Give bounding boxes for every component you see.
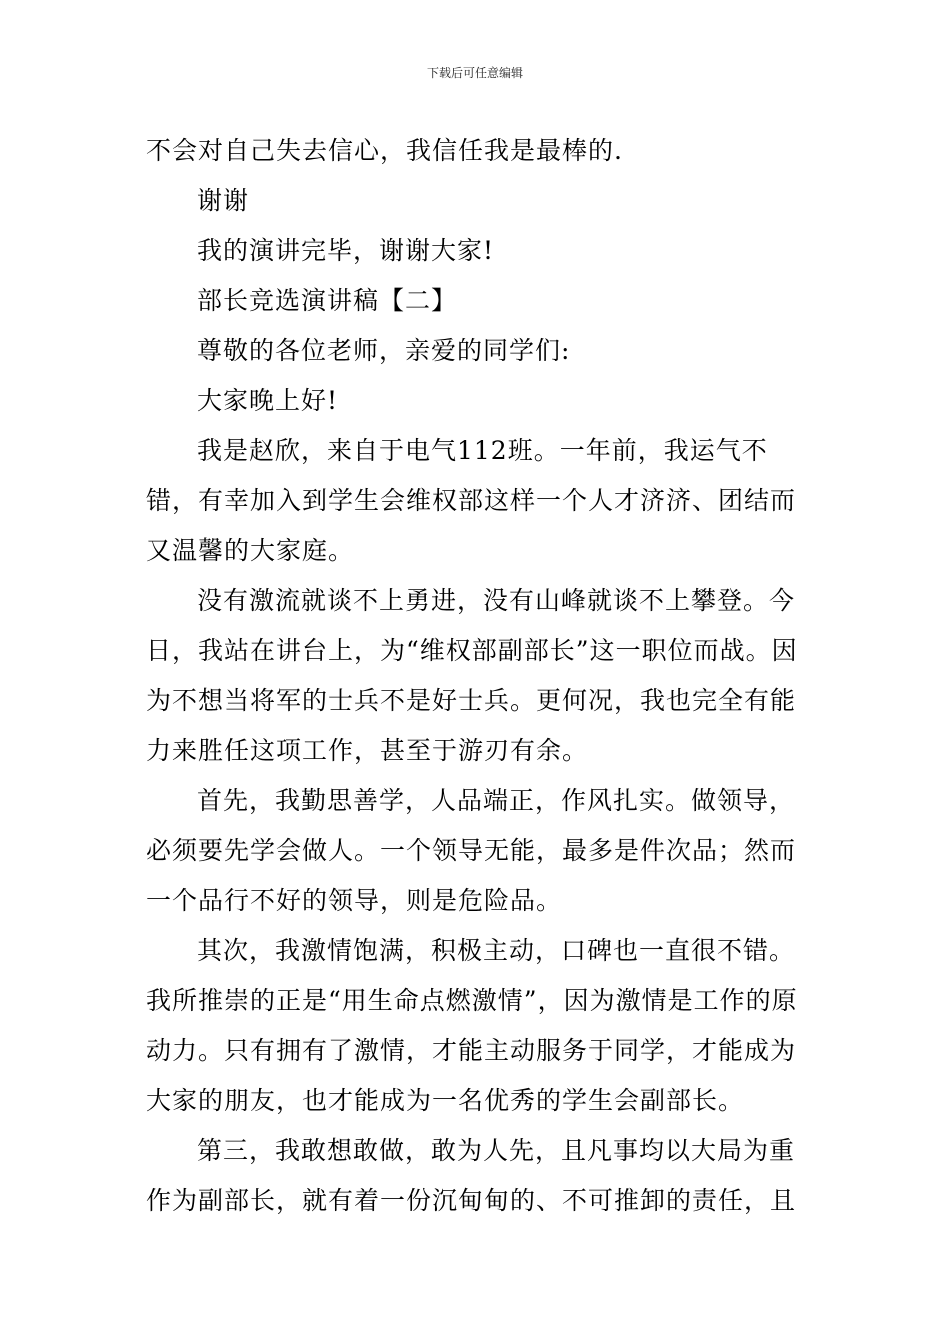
salutation: 尊敬的各位老师，亲爱的同学们: — [197, 336, 571, 365]
section-title: 部长竞选演讲稿【二】 — [197, 286, 458, 315]
paragraph-thanks: 谢谢 — [197, 186, 250, 215]
paragraph-closing-line: 不会对自己失去信心，我信任我是最棒的. — [146, 136, 623, 165]
paragraph-motivation: 没有激流就谈不上勇进，没有山峰就谈不上攀登。今日，我站在讲台上，为“维权部副部长”这一职位而战。因为不想当将军的士兵不是好士兵。更何况，我也完全有能力来胜任这项工作，甚至于游刃有余。 — [146, 586, 798, 765]
document-body — [146, 126, 808, 1226]
paragraph-introduction: 我是赵欣，来自于电气112班。一年前，我运气不错，有幸加入到学生会维权部这样一个人才济济、团结而又温馨的大家庭。 — [146, 436, 797, 565]
greeting: 大家晚上好! — [197, 386, 339, 415]
page-header: 下载后可任意编辑 — [426, 66, 523, 80]
paragraph-speech-end: 我的演讲完毕，谢谢大家! — [197, 236, 495, 265]
paragraph-second-point: 其次，我激情饱满，积极主动，口碑也一直很不错。我所推崇的正是“用生命点燃激情”，因为激情是工作的原动力。只有拥有了激情，才能主动服务于同学，才能成为大家的朋友，也才能成为一名优秀的学生会副部长。 — [146, 936, 798, 1115]
paragraph-first-point: 首先，我勤思善学，人品端正，作风扎实。做领导，必须要先学会做人。一个领导无能，最多是件次品；然而一个品行不好的领导，则是危险品。 — [146, 786, 797, 915]
paragraph-third-point: 第三，我敢想敢做，敢为人先，且凡事均以大局为重作为副部长，就有着一份沉甸甸的、不可推卸的责任，且 — [146, 1136, 797, 1215]
